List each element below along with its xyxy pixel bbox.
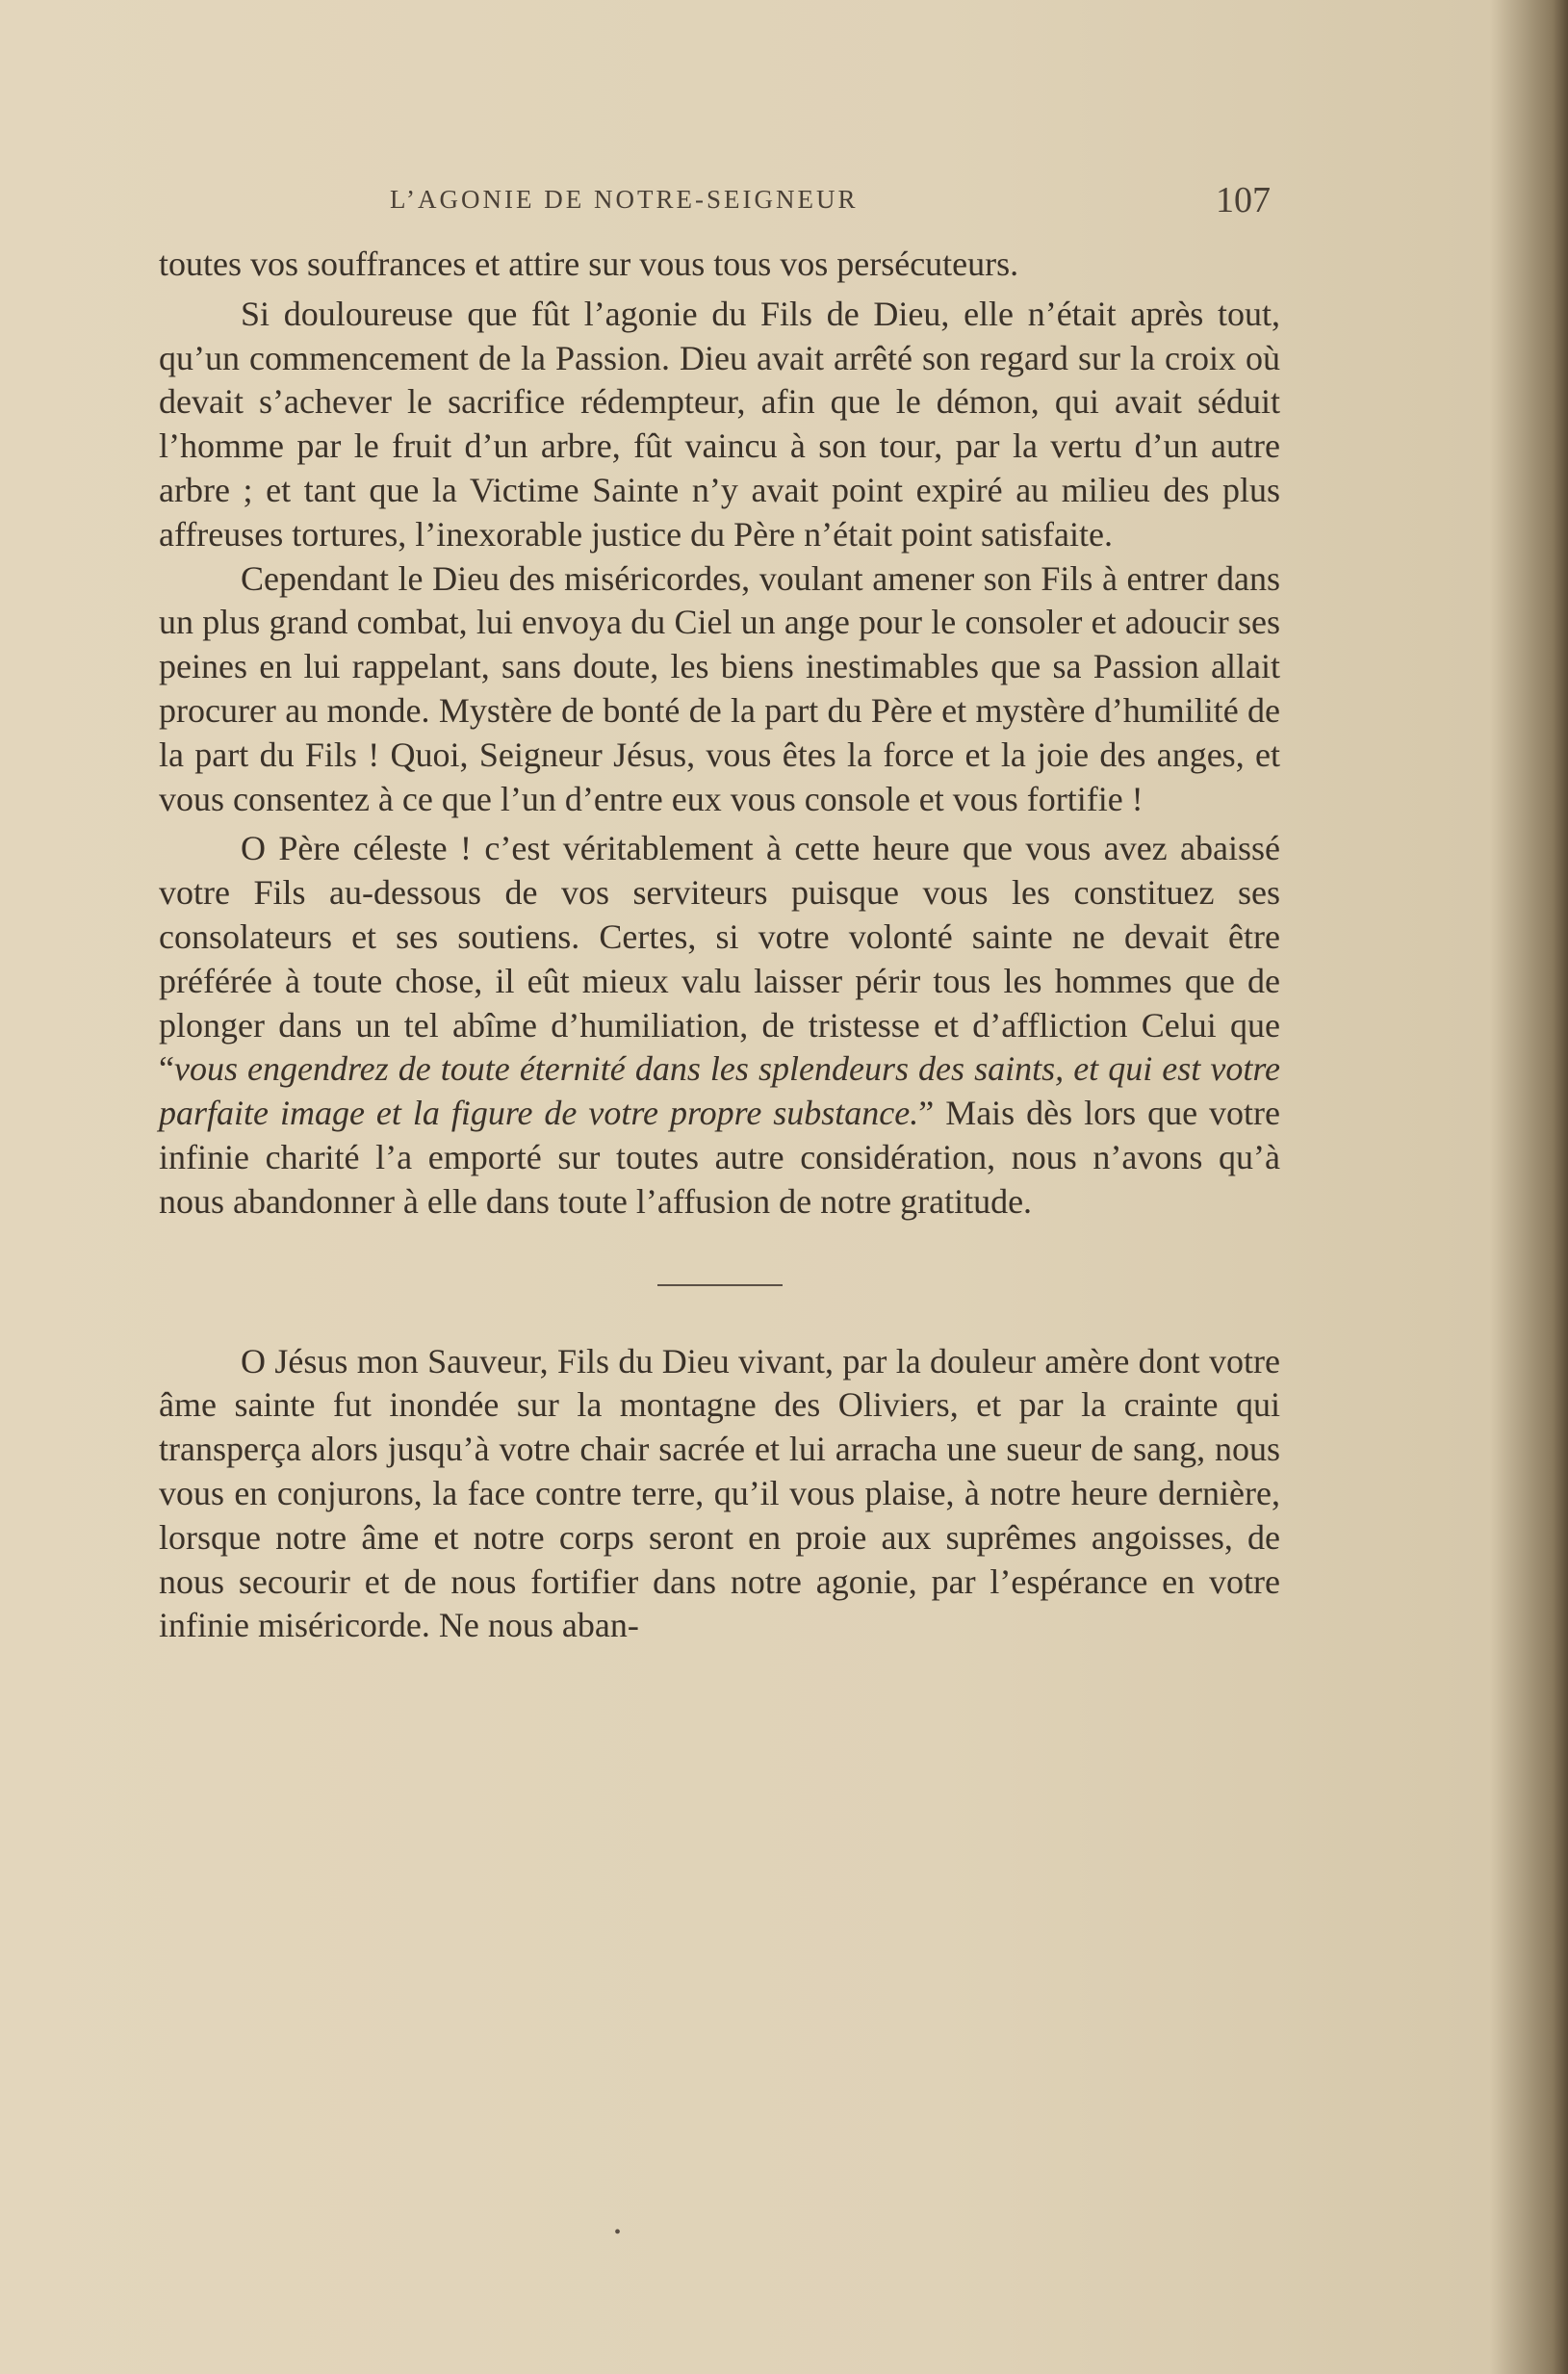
paragraph-continuation: toutes vos souffrances et attire sur vous tous vos persécuteurs. [159, 245, 1019, 283]
footer-mark: • [614, 2222, 622, 2243]
paragraph-angel: Cependant le Dieu des miséricordes, voulant amener son Fils à entrer dans un plus grand combat, lui envoya du Ciel un ange pour le consoler et adoucir ses peines en lui rappelant, sans doute, les biens inestimables que sa Passion allait procurer au monde. Mystère de bonté de la part du Père et mystère d’humilité de la part du Fils ! Quoi, Seigneur Jésus, vous êtes la force et la joie des anges, et vous consentez à ce que l’un d’entre eux vous console et vous fortifie ! [159, 558, 1280, 818]
paragraph-father-after: ” Mais dès lors que votre infinie charité l’a emporté sur toutes autre considération, nous n’avons qu’à nous abandonner à elle dans toute l’affusion de notre gratitude. [159, 1094, 1280, 1221]
page-number: 107 [1216, 180, 1271, 220]
paragraph-father [159, 827, 1280, 1224]
paragraph-agony: Si douloureuse que fût l’agonie du Fils de Dieu, elle n’était après tout, qu’un commencement de la Passion. Dieu avait arrêté son regard sur la croix où devait s’achever le sacrifice rédempteur, afin que le démon, qui avait séduit l’homme par le fruit d’un arbre, fût vaincu à son tour, par la vertu d’un autre arbre ; et tant que la Victime Sainte n’y avait point expiré au milieu des plus affreuses tortures, l’inexorable justice du Père n’était point satisfaite. [159, 294, 1280, 554]
paragraph-father-before: O Père céleste ! c’est véritablement à cette heure que vous avez abaissé votre Fils au-dessous de vos serviteurs puisque vous les constituez ses consolateurs et ses soutiens. Certes, si votre volonté sainte ne devait être préférée à toute chose, il eût mieux valu laisser périr tous les hommes que de plonger dans un tel abîme d’humiliation, de tristesse et d’affliction Celui que “ [159, 829, 1280, 1089]
scripture-quote: vous engendrez de toute éternité dans les splendeurs des saints, et qui est votre parfaite image et la figure de votre propre substance. [159, 1049, 1280, 1133]
body-text [159, 243, 1280, 1648]
page-header [159, 179, 1280, 225]
paragraph-prayer: O Jésus mon Sauveur, Fils du Dieu vivant, par la douleur amère dont votre âme sainte fut inondée sur la montagne des Oliviers, et par la crainte qui transperça alors jusqu’à votre chair sacrée et lui arracha une sueur de sang, nous vous en conjurons, la face contre terre, qu’il vous plaise, à notre heure dernière, lorsque notre âme et notre corps seront en proie aux suprêmes angoisses, de nous secourir et de nous fortifier dans notre agonie, par l’espérance en votre infinie miséricorde. Ne nous aban- [159, 1341, 1280, 1645]
running-head: L’AGONIE DE NOTRE-SEIGNEUR [390, 185, 859, 214]
section-divider [657, 1284, 783, 1286]
